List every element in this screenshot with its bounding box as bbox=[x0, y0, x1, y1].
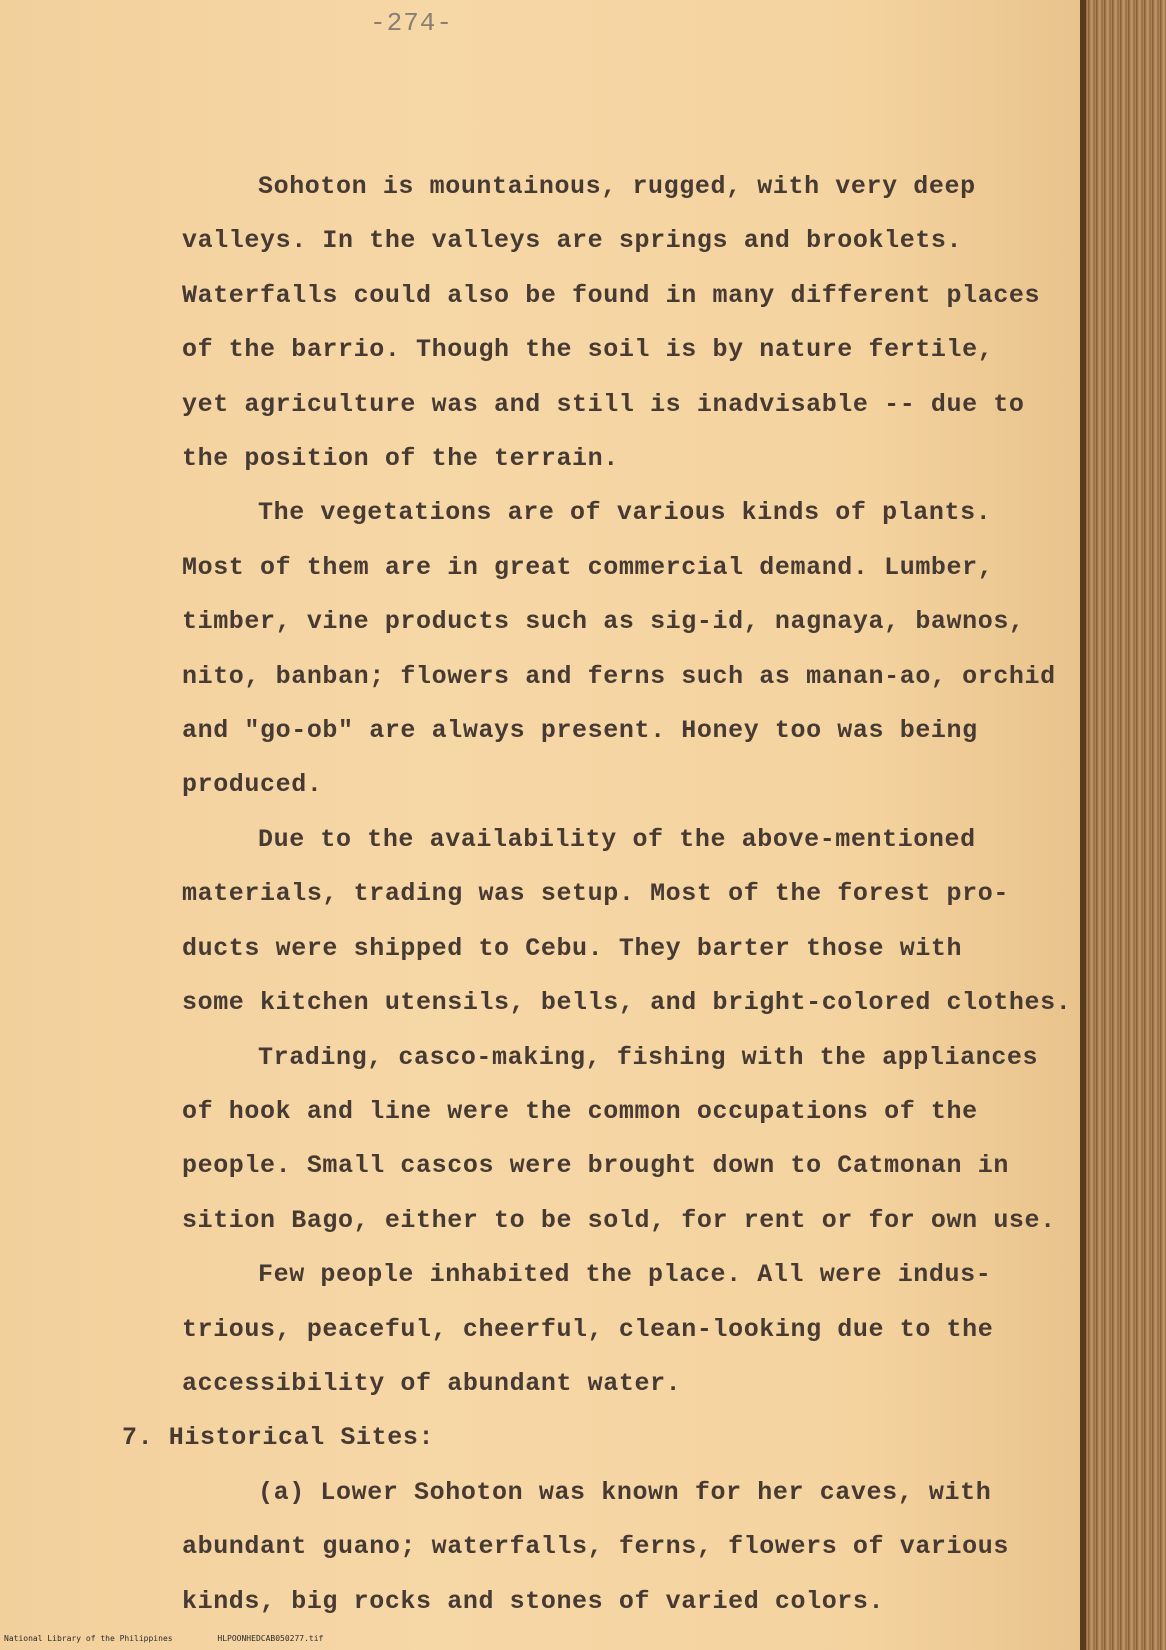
text-line: yet agriculture was and still is inadvisable -- due to bbox=[182, 389, 1025, 419]
text-line: nito, banban; flowers and ferns such as manan-ao, orchid bbox=[182, 661, 1056, 691]
text-line: The vegetations are of various kinds of plants. bbox=[258, 498, 992, 528]
text-line: and "go-ob" are always present. Honey too was being bbox=[182, 716, 978, 746]
paragraph-people bbox=[182, 1248, 1062, 1411]
text-line: the position of the terrain. bbox=[182, 444, 619, 474]
page-number: -274- bbox=[370, 8, 454, 38]
text-line: people. Small cascos were brought down to Catmonan in bbox=[182, 1151, 1009, 1181]
text-line: of the barrio. Though the soil is by nature fertile, bbox=[182, 335, 994, 365]
library-credit: National Library of the Philippines bbox=[4, 1634, 173, 1643]
section-heading: 7. Historical Sites: bbox=[122, 1423, 435, 1453]
paragraph-trading bbox=[182, 813, 1072, 1031]
text-line: ducts were shipped to Cebu. They barter those with bbox=[182, 933, 963, 963]
text-line: of hook and line were the common occupations of the bbox=[182, 1096, 978, 1126]
text-line: Sohoton is mountainous, rugged, with very deep bbox=[258, 172, 976, 201]
text-line: sition Bago, either to be sold, for rent or for own use. bbox=[182, 1205, 1056, 1235]
binding-edge bbox=[1080, 0, 1086, 1650]
book-binding bbox=[1080, 0, 1166, 1650]
text-line: valleys. In the valleys are springs and brooklets. bbox=[182, 226, 963, 256]
text-line: accessibility of abundant water. bbox=[182, 1368, 682, 1398]
file-id: HLPOONHEDCAB050277.tif bbox=[217, 1634, 324, 1643]
scan-footer bbox=[4, 1634, 323, 1643]
text-line: (a) Lower Sohoton was known for her caves, with bbox=[258, 1477, 992, 1507]
text-line: materials, trading was setup. Most of the forest pro- bbox=[182, 879, 1009, 909]
text-line: Waterfalls could also be found in many different places bbox=[182, 280, 1041, 310]
paragraph-historical-sites bbox=[182, 1466, 1062, 1629]
text-line: trious, peaceful, cheerful, clean-looking due to the bbox=[182, 1314, 994, 1344]
text-line: some kitchen utensils, bells, and bright-colored clothes. bbox=[182, 988, 1072, 1018]
text-line: Few people inhabited the place. All were indus- bbox=[258, 1260, 992, 1290]
text-line: kinds, big rocks and stones of varied colors. bbox=[182, 1586, 885, 1616]
text-line: produced. bbox=[182, 770, 323, 800]
paragraph-vegetation bbox=[182, 486, 1062, 812]
paragraph-terrain bbox=[182, 160, 1062, 486]
paragraph-occupations bbox=[182, 1031, 1062, 1249]
text-line: timber, vine products such as sig-id, nagnaya, bawnos, bbox=[182, 607, 1025, 637]
text-line: Due to the availability of the above-mentioned bbox=[258, 824, 976, 854]
document-body bbox=[122, 160, 1072, 1629]
text-line: Trading, casco-making, fishing with the appliances bbox=[258, 1042, 1039, 1072]
text-line: Most of them are in great commercial demand. Lumber, bbox=[182, 552, 994, 582]
text-line: abundant guano; waterfalls, ferns, flowers of various bbox=[182, 1532, 1009, 1562]
